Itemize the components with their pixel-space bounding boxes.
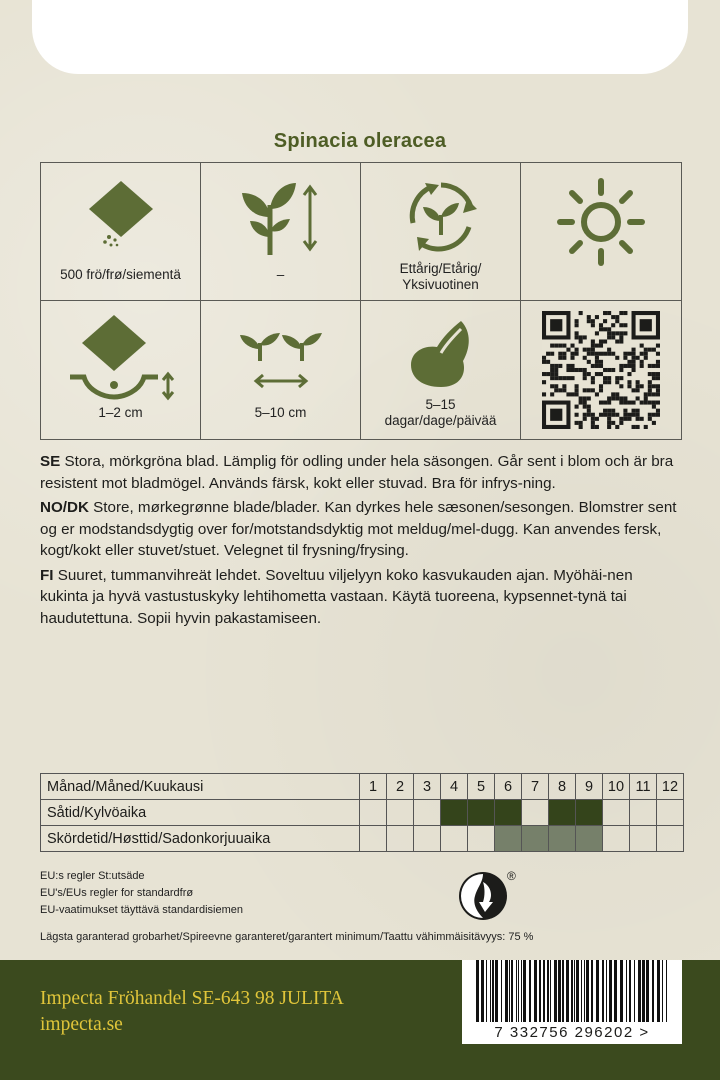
sowing-month-7 [522, 800, 549, 826]
sowing-month-5 [468, 800, 495, 826]
sowing-month-2 [387, 800, 414, 826]
month-4: 4 [441, 774, 468, 800]
harvest-month-4 [441, 826, 468, 852]
month-6: 6 [495, 774, 522, 800]
harvest-month-12 [657, 826, 684, 852]
eu-rule-no-dk: EU's/EUs regler for standardfrø [40, 887, 194, 899]
plant-spacing-icon [236, 329, 326, 393]
plant-spacing-value: 5–10 cm [254, 405, 307, 420]
sowing-month-12 [657, 800, 684, 826]
plant-height-icon [236, 177, 326, 257]
germination-days: 5–15 dagar/dage/päivää [384, 397, 497, 428]
month-10: 10 [603, 774, 630, 800]
info-cell-germination [361, 301, 521, 439]
harvest-month-5 [468, 826, 495, 852]
germination-guarantee: Lägsta garanterad grobarhet/Spireevne garanteret/garantert minimum/Taattu vähimmäisitävyys: 75 % [40, 931, 534, 943]
calendar-month-label: Månad/Måned/Kuukausi [41, 774, 360, 800]
description-se-text: Stora, mörkgröna blad. Lämplig för odling under hela säsongen. Går sent i blom och är bra resistent mot bladmögel. Används färsk, kokt eller stuvad. Bra för infrys-ning. [40, 453, 674, 492]
month-11: 11 [630, 774, 657, 800]
info-grid [40, 162, 682, 440]
sowing-month-6 [495, 800, 522, 826]
info-cell-spacing [201, 301, 361, 439]
qr-code-icon[interactable] [542, 311, 660, 429]
description-no-dk-text: Store, mørkegrønne blade/blader. Kan dyrkes hele sæsonen/sesongen. Blomstrer sent og er modstandsdygtig over for/motstandsdyktig mot meldug/mel-dugg. Kan anvendes fersk, kogt/kokt eller stuvet/stuet. Velegnet til frysning/frysing. [40, 499, 677, 559]
eu-standard-seed-note [40, 868, 243, 919]
barcode-bars-icon [462, 960, 682, 1024]
sowing-month-4 [441, 800, 468, 826]
month-1: 1 [360, 774, 387, 800]
harvest-label: Skördetid/Høsttid/Sadonkorjuuaika [41, 826, 360, 852]
sowing-month-10 [603, 800, 630, 826]
month-9: 9 [576, 774, 603, 800]
company-website[interactable]: impecta.se [40, 1014, 123, 1035]
plant-height-value: – [276, 267, 285, 282]
harvest-month-9 [576, 826, 603, 852]
lang-code-se: SE [40, 453, 61, 470]
sowing-label: Såtid/Kylvöaika [41, 800, 360, 826]
species-name: Spinacia oleracea [273, 130, 447, 152]
harvest-month-6 [495, 826, 522, 852]
info-cell-qr [521, 301, 681, 439]
description-se [40, 451, 682, 494]
harvest-month-1 [360, 826, 387, 852]
eu-rule-se: EU:s regler St:utsäde [40, 870, 145, 882]
month-3: 3 [414, 774, 441, 800]
sun-icon [556, 177, 646, 267]
sowing-month-11 [630, 800, 657, 826]
growing-calendar [40, 773, 684, 852]
sowing-month-9 [576, 800, 603, 826]
sowing-depth-value: 1–2 cm [98, 405, 143, 420]
lang-code-fi: FI [40, 566, 54, 584]
lang-code-no-dk: NO/DK [40, 499, 89, 516]
description-no-dk [40, 497, 682, 562]
sowing-month-3 [414, 800, 441, 826]
month-8: 8 [549, 774, 576, 800]
month-5: 5 [468, 774, 495, 800]
germination-icon [401, 317, 481, 389]
seed-count: 500 frö/frø/siementä [60, 267, 181, 282]
seed-packet-icon [81, 179, 161, 249]
lifecycle-type: Ettårig/Etårig/ Yksivuotinen [399, 261, 482, 292]
sowing-depth-icon [66, 313, 176, 403]
month-2: 2 [387, 774, 414, 800]
barcode-number: 7 332756 296202 > [494, 1024, 650, 1041]
sowing-month-8 [549, 800, 576, 826]
hang-slot [32, 0, 688, 74]
company-address [40, 986, 344, 1038]
barcode [462, 960, 682, 1044]
harvest-row [41, 826, 684, 852]
info-cell-lifecycle [361, 163, 521, 301]
eu-rule-fi: EU-vaatimukset täyttävä standardisiemen [40, 904, 243, 916]
description-fi [40, 565, 682, 630]
harvest-month-10 [603, 826, 630, 852]
harvest-month-2 [387, 826, 414, 852]
month-7: 7 [522, 774, 549, 800]
info-cell-light [521, 163, 681, 301]
company-name: Impecta Fröhandel SE-643 98 JULITA [40, 988, 344, 1009]
green-dot-recycle-icon [457, 868, 521, 924]
sowing-month-1 [360, 800, 387, 826]
harvest-month-8 [549, 826, 576, 852]
info-cell-sowing-depth [41, 301, 201, 439]
harvest-month-7 [522, 826, 549, 852]
registered-mark: ® [507, 869, 516, 883]
sowing-row [41, 800, 684, 826]
month-12: 12 [657, 774, 684, 800]
harvest-month-11 [630, 826, 657, 852]
description-fi-text: Suuret, tummanvihreät lehdet. Soveltuu viljelyyn koko kasvukauden ajan. Myöhäi-nen kukinta ja hyvä vastustuskyky lehtihometta vastaan. Käytä tuoreena, kypsennet-tynä tai haudutettuna. Sopii hyvin pakastamiseen. [40, 566, 633, 627]
description [40, 451, 682, 632]
harvest-month-3 [414, 826, 441, 852]
info-cell-height [201, 163, 361, 301]
info-cell-seeds [41, 163, 201, 301]
calendar-header-row [41, 774, 684, 800]
annual-cycle-icon [401, 177, 481, 257]
